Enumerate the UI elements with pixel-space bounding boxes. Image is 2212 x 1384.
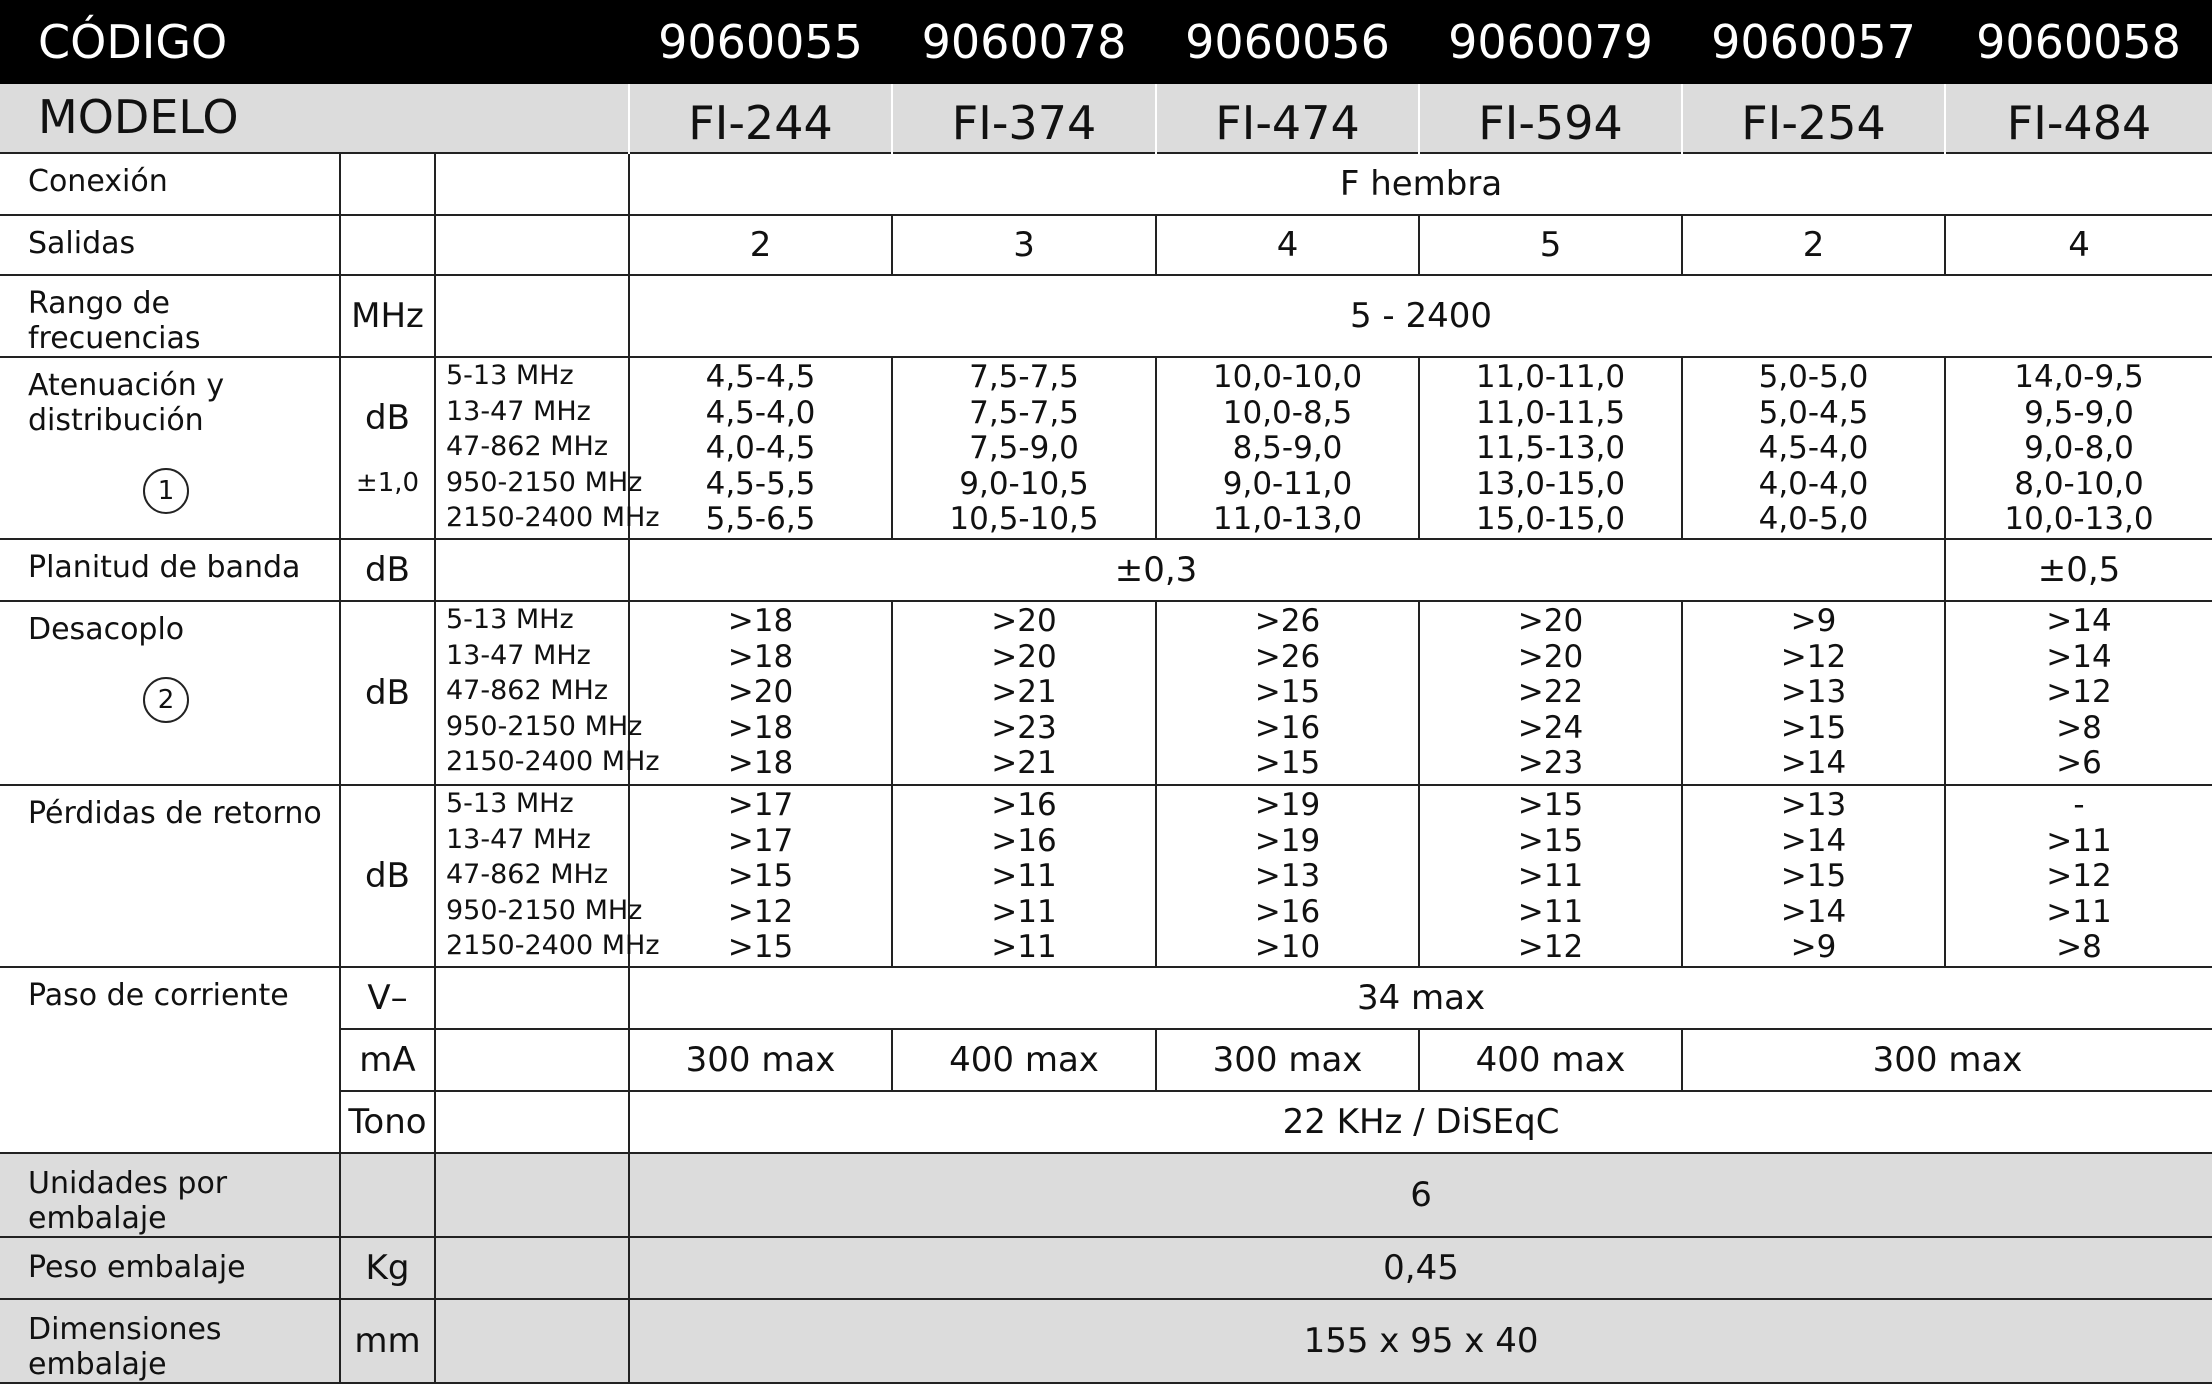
value: >23 <box>1517 745 1584 782</box>
salidas-label: Salidas <box>0 215 340 275</box>
value: >6 <box>2056 745 2102 782</box>
value: >20 <box>727 674 794 711</box>
value: 11,0-11,0 <box>1475 359 1626 395</box>
value: 9,0-10,5 <box>959 465 1089 502</box>
ma-value: 300 max <box>1156 1029 1419 1091</box>
desacoplo-label-cell <box>0 601 340 785</box>
freq-label: 2150-2400 MHz <box>446 502 660 534</box>
conexion-value: F hembra <box>629 153 2212 215</box>
value: >26 <box>1254 638 1321 675</box>
rango-label: Rango de frecuencias <box>0 275 340 357</box>
value: 4,5-4,0 <box>1758 430 1869 467</box>
desacoplo-col <box>1419 601 1682 785</box>
ma-value: 400 max <box>892 1029 1156 1091</box>
value: >12 <box>727 893 794 930</box>
freq-label: 47-862 MHz <box>446 431 608 463</box>
code-cell: 9060055 <box>629 0 892 84</box>
value: >14 <box>1780 893 1847 930</box>
rango-unit: MHz <box>340 275 435 357</box>
value: >15 <box>1517 822 1584 859</box>
value: 8,5-9,0 <box>1232 430 1343 467</box>
perdidas-row <box>0 785 2212 967</box>
value: 7,5-7,5 <box>969 359 1079 395</box>
value: >11 <box>991 893 1057 930</box>
value: 8,0-10,0 <box>2014 465 2144 502</box>
paso-label: Paso de corriente <box>0 967 340 1153</box>
value: 5,5-6,5 <box>705 501 816 538</box>
value: >22 <box>1517 674 1584 711</box>
model-cell: FI-474 <box>1156 84 1419 153</box>
desacoplo-freqs <box>435 601 660 785</box>
value: >20 <box>1517 638 1584 675</box>
perdidas-col <box>1682 785 1945 967</box>
unidades-row <box>0 1153 2212 1237</box>
value: >14 <box>1780 822 1847 859</box>
atenuacion-col <box>1156 357 1419 539</box>
salidas-value: 3 <box>892 215 1156 275</box>
value: 5,0-4,5 <box>1758 394 1869 431</box>
desacoplo-col <box>892 601 1156 785</box>
paso-value-tono: 22 KHz / DiSEqC <box>629 1091 2212 1153</box>
freq-label: 950-2150 MHz <box>446 710 643 742</box>
value: 4,0-4,5 <box>705 430 816 467</box>
freq-label: 2150-2400 MHz <box>446 930 660 962</box>
freq-label: 2150-2400 MHz <box>446 746 660 778</box>
value: 4,0-4,0 <box>1758 465 1869 502</box>
value: >24 <box>1517 709 1584 746</box>
freq-label: 5-13 MHz <box>446 788 574 819</box>
perdidas-col <box>1945 785 2212 967</box>
peso-label: Peso embalaje <box>0 1237 340 1299</box>
value: >11 <box>2046 822 2112 859</box>
value: >16 <box>1254 709 1321 746</box>
value: 9,0-8,0 <box>2024 430 2134 467</box>
value: >26 <box>1254 603 1321 639</box>
planitud-unit: dB <box>340 539 435 601</box>
value: 4,5-4,0 <box>705 394 816 431</box>
value: >10 <box>1254 929 1321 966</box>
salidas-value: 5 <box>1419 215 1682 275</box>
value: 11,0-13,0 <box>1212 501 1363 538</box>
code-cell: 9060056 <box>1156 0 1419 84</box>
paso-unit-v: V– <box>340 967 435 1029</box>
code-cell: 9060057 <box>1682 0 1945 84</box>
value: >17 <box>727 822 794 859</box>
value: >21 <box>991 674 1057 711</box>
value: 11,5-13,0 <box>1475 430 1626 467</box>
atenuacion-col <box>1945 357 2212 539</box>
ma-value: 300 max <box>1682 1029 2212 1091</box>
planitud-row <box>0 539 2212 601</box>
value: 9,0-11,0 <box>1222 465 1353 502</box>
salidas-row <box>0 215 2212 275</box>
value: 11,0-11,5 <box>1475 394 1626 431</box>
paso-unit-tono: Tono <box>340 1091 435 1153</box>
ma-value: 400 max <box>1419 1029 1682 1091</box>
value: >14 <box>2046 638 2112 675</box>
desacoplo-col <box>629 601 892 785</box>
model-cell: FI-594 <box>1419 84 1682 153</box>
value: 4,5-4,5 <box>705 359 816 395</box>
planitud-value-a: ±0,3 <box>629 539 1682 601</box>
value: >9 <box>1790 929 1837 966</box>
model-cell: FI-374 <box>892 84 1156 153</box>
value: >11 <box>2046 893 2112 930</box>
desacoplo-label: Desacoplo <box>28 612 185 647</box>
model-cell: FI-254 <box>1682 84 1945 153</box>
unidades-value: 6 <box>629 1153 2212 1237</box>
planitud-label: Planitud de banda <box>0 539 340 601</box>
atenuacion-label-cell <box>0 357 340 539</box>
value: >17 <box>727 787 794 823</box>
value: 10,0-10,0 <box>1212 359 1363 395</box>
value: >14 <box>2046 603 2112 639</box>
atenuacion-col <box>1682 357 1945 539</box>
value: >18 <box>727 603 794 639</box>
value: 7,5-7,5 <box>969 394 1079 431</box>
freq-label: 950-2150 MHz <box>446 466 643 498</box>
atenuacion-col <box>892 357 1156 539</box>
salidas-value: 2 <box>1682 215 1945 275</box>
value: >15 <box>1254 745 1321 782</box>
perdidas-label: Pérdidas de retorno <box>0 785 340 967</box>
value: 7,5-9,0 <box>969 430 1079 467</box>
dimensiones-unit: mm <box>340 1299 435 1383</box>
value: >13 <box>1780 674 1847 711</box>
code-cell: 9060058 <box>1945 0 2212 84</box>
value: >13 <box>1780 787 1847 823</box>
peso-unit: Kg <box>340 1237 435 1299</box>
paso-value-v: 34 max <box>629 967 2212 1029</box>
perdidas-unit: dB <box>340 785 435 967</box>
value: >12 <box>1517 929 1584 966</box>
value: >20 <box>1517 603 1584 639</box>
freq-label: 13-47 MHz <box>446 395 591 427</box>
atenuacion-unit-cell <box>340 357 435 539</box>
atenuacion-col <box>1419 357 1682 539</box>
value: >20 <box>991 638 1057 675</box>
value: >15 <box>727 858 794 895</box>
paso-unit-ma: mA <box>340 1029 435 1091</box>
value: 10,0-8,5 <box>1222 394 1353 431</box>
value: >15 <box>1780 709 1847 746</box>
unidades-label: Unidades por embalaje <box>0 1153 340 1237</box>
value: >12 <box>1780 638 1847 675</box>
value: >18 <box>727 745 794 782</box>
freq-label: 5-13 MHz <box>446 604 574 635</box>
freq-label: 950-2150 MHz <box>446 894 643 926</box>
planitud-value-b: ±0,5 <box>1945 539 2212 601</box>
atenuacion-label: Atenuación y distribución <box>28 368 225 438</box>
desacoplo-col <box>1682 601 1945 785</box>
value: >21 <box>991 745 1057 782</box>
code-cell: 9060078 <box>892 0 1156 84</box>
value: - <box>2073 787 2085 823</box>
value: >16 <box>991 822 1057 859</box>
value: >19 <box>1254 787 1321 823</box>
salidas-value: 4 <box>1156 215 1419 275</box>
peso-row <box>0 1237 2212 1299</box>
value: >18 <box>727 638 794 675</box>
desacoplo-unit: dB <box>340 601 435 785</box>
value: >15 <box>727 929 794 966</box>
value: >9 <box>1790 603 1837 639</box>
perdidas-freqs <box>435 785 660 967</box>
value: >19 <box>1254 822 1321 859</box>
value: >14 <box>1780 745 1847 782</box>
salidas-value: 4 <box>1945 215 2212 275</box>
value: 15,0-15,0 <box>1475 501 1626 538</box>
atenuacion-row <box>0 357 2212 539</box>
value: 10,5-10,5 <box>949 501 1099 538</box>
code-cell: 9060079 <box>1419 0 1682 84</box>
freq-label: 47-862 MHz <box>446 675 608 707</box>
atenuacion-col <box>629 357 892 539</box>
value: >11 <box>1517 858 1584 895</box>
conexion-label: Conexión <box>0 153 340 215</box>
desacoplo-row <box>0 601 2212 785</box>
freq-label: 5-13 MHz <box>446 360 574 391</box>
note-1-icon: 1 <box>143 468 189 514</box>
salidas-value: 2 <box>629 215 892 275</box>
value: 13,0-15,0 <box>1475 465 1626 502</box>
atenuacion-unit: dB <box>365 398 410 438</box>
ma-value: 300 max <box>629 1029 892 1091</box>
value: >20 <box>991 603 1057 639</box>
perdidas-col <box>1419 785 1682 967</box>
value: 9,5-9,0 <box>2024 394 2134 431</box>
value: >12 <box>2046 674 2112 711</box>
atenuacion-tolerance: ±1,0 <box>355 468 420 498</box>
value: >15 <box>1517 787 1584 823</box>
paso-v-row <box>0 967 2212 1029</box>
rango-row <box>0 275 2212 357</box>
value: >8 <box>2056 929 2102 966</box>
model-cell: FI-244 <box>629 84 892 153</box>
value: >15 <box>1254 674 1321 711</box>
perdidas-col <box>1156 785 1419 967</box>
dimensiones-value: 155 x 95 x 40 <box>629 1299 2212 1383</box>
value: >11 <box>991 858 1057 895</box>
codigo-label: CÓDIGO <box>0 0 629 84</box>
value: >16 <box>1254 893 1321 930</box>
desacoplo-col <box>1156 601 1419 785</box>
conexion-row <box>0 153 2212 215</box>
codigo-row <box>0 0 2212 84</box>
freq-label: 13-47 MHz <box>446 823 591 855</box>
modelo-label: MODELO <box>0 84 629 153</box>
value: >15 <box>1780 858 1847 895</box>
value: 4,5-5,5 <box>705 465 816 502</box>
rango-value: 5 - 2400 <box>629 275 2212 357</box>
dimensiones-row <box>0 1299 2212 1383</box>
value: >18 <box>727 709 794 746</box>
dimensiones-label: Dimensiones embalaje <box>0 1299 340 1383</box>
desacoplo-col <box>1945 601 2212 785</box>
value: >23 <box>991 709 1057 746</box>
value: 14,0-9,5 <box>2014 359 2144 395</box>
value: >13 <box>1254 858 1321 895</box>
model-cell: FI-484 <box>1945 84 2212 153</box>
perdidas-col <box>892 785 1156 967</box>
atenuacion-freqs <box>435 357 660 539</box>
peso-value: 0,45 <box>629 1237 2212 1299</box>
value: 5,0-5,0 <box>1758 359 1869 395</box>
value: >16 <box>991 787 1057 823</box>
value: 4,0-5,0 <box>1758 501 1869 538</box>
freq-label: 13-47 MHz <box>446 639 591 671</box>
value: >11 <box>1517 893 1584 930</box>
value: >8 <box>2056 709 2102 746</box>
value: 10,0-13,0 <box>2004 501 2154 538</box>
note-2-icon: 2 <box>143 677 189 723</box>
value: >11 <box>991 929 1057 966</box>
perdidas-col <box>629 785 892 967</box>
value: >12 <box>2046 858 2112 895</box>
freq-label: 47-862 MHz <box>446 859 608 891</box>
modelo-row <box>0 84 2212 153</box>
